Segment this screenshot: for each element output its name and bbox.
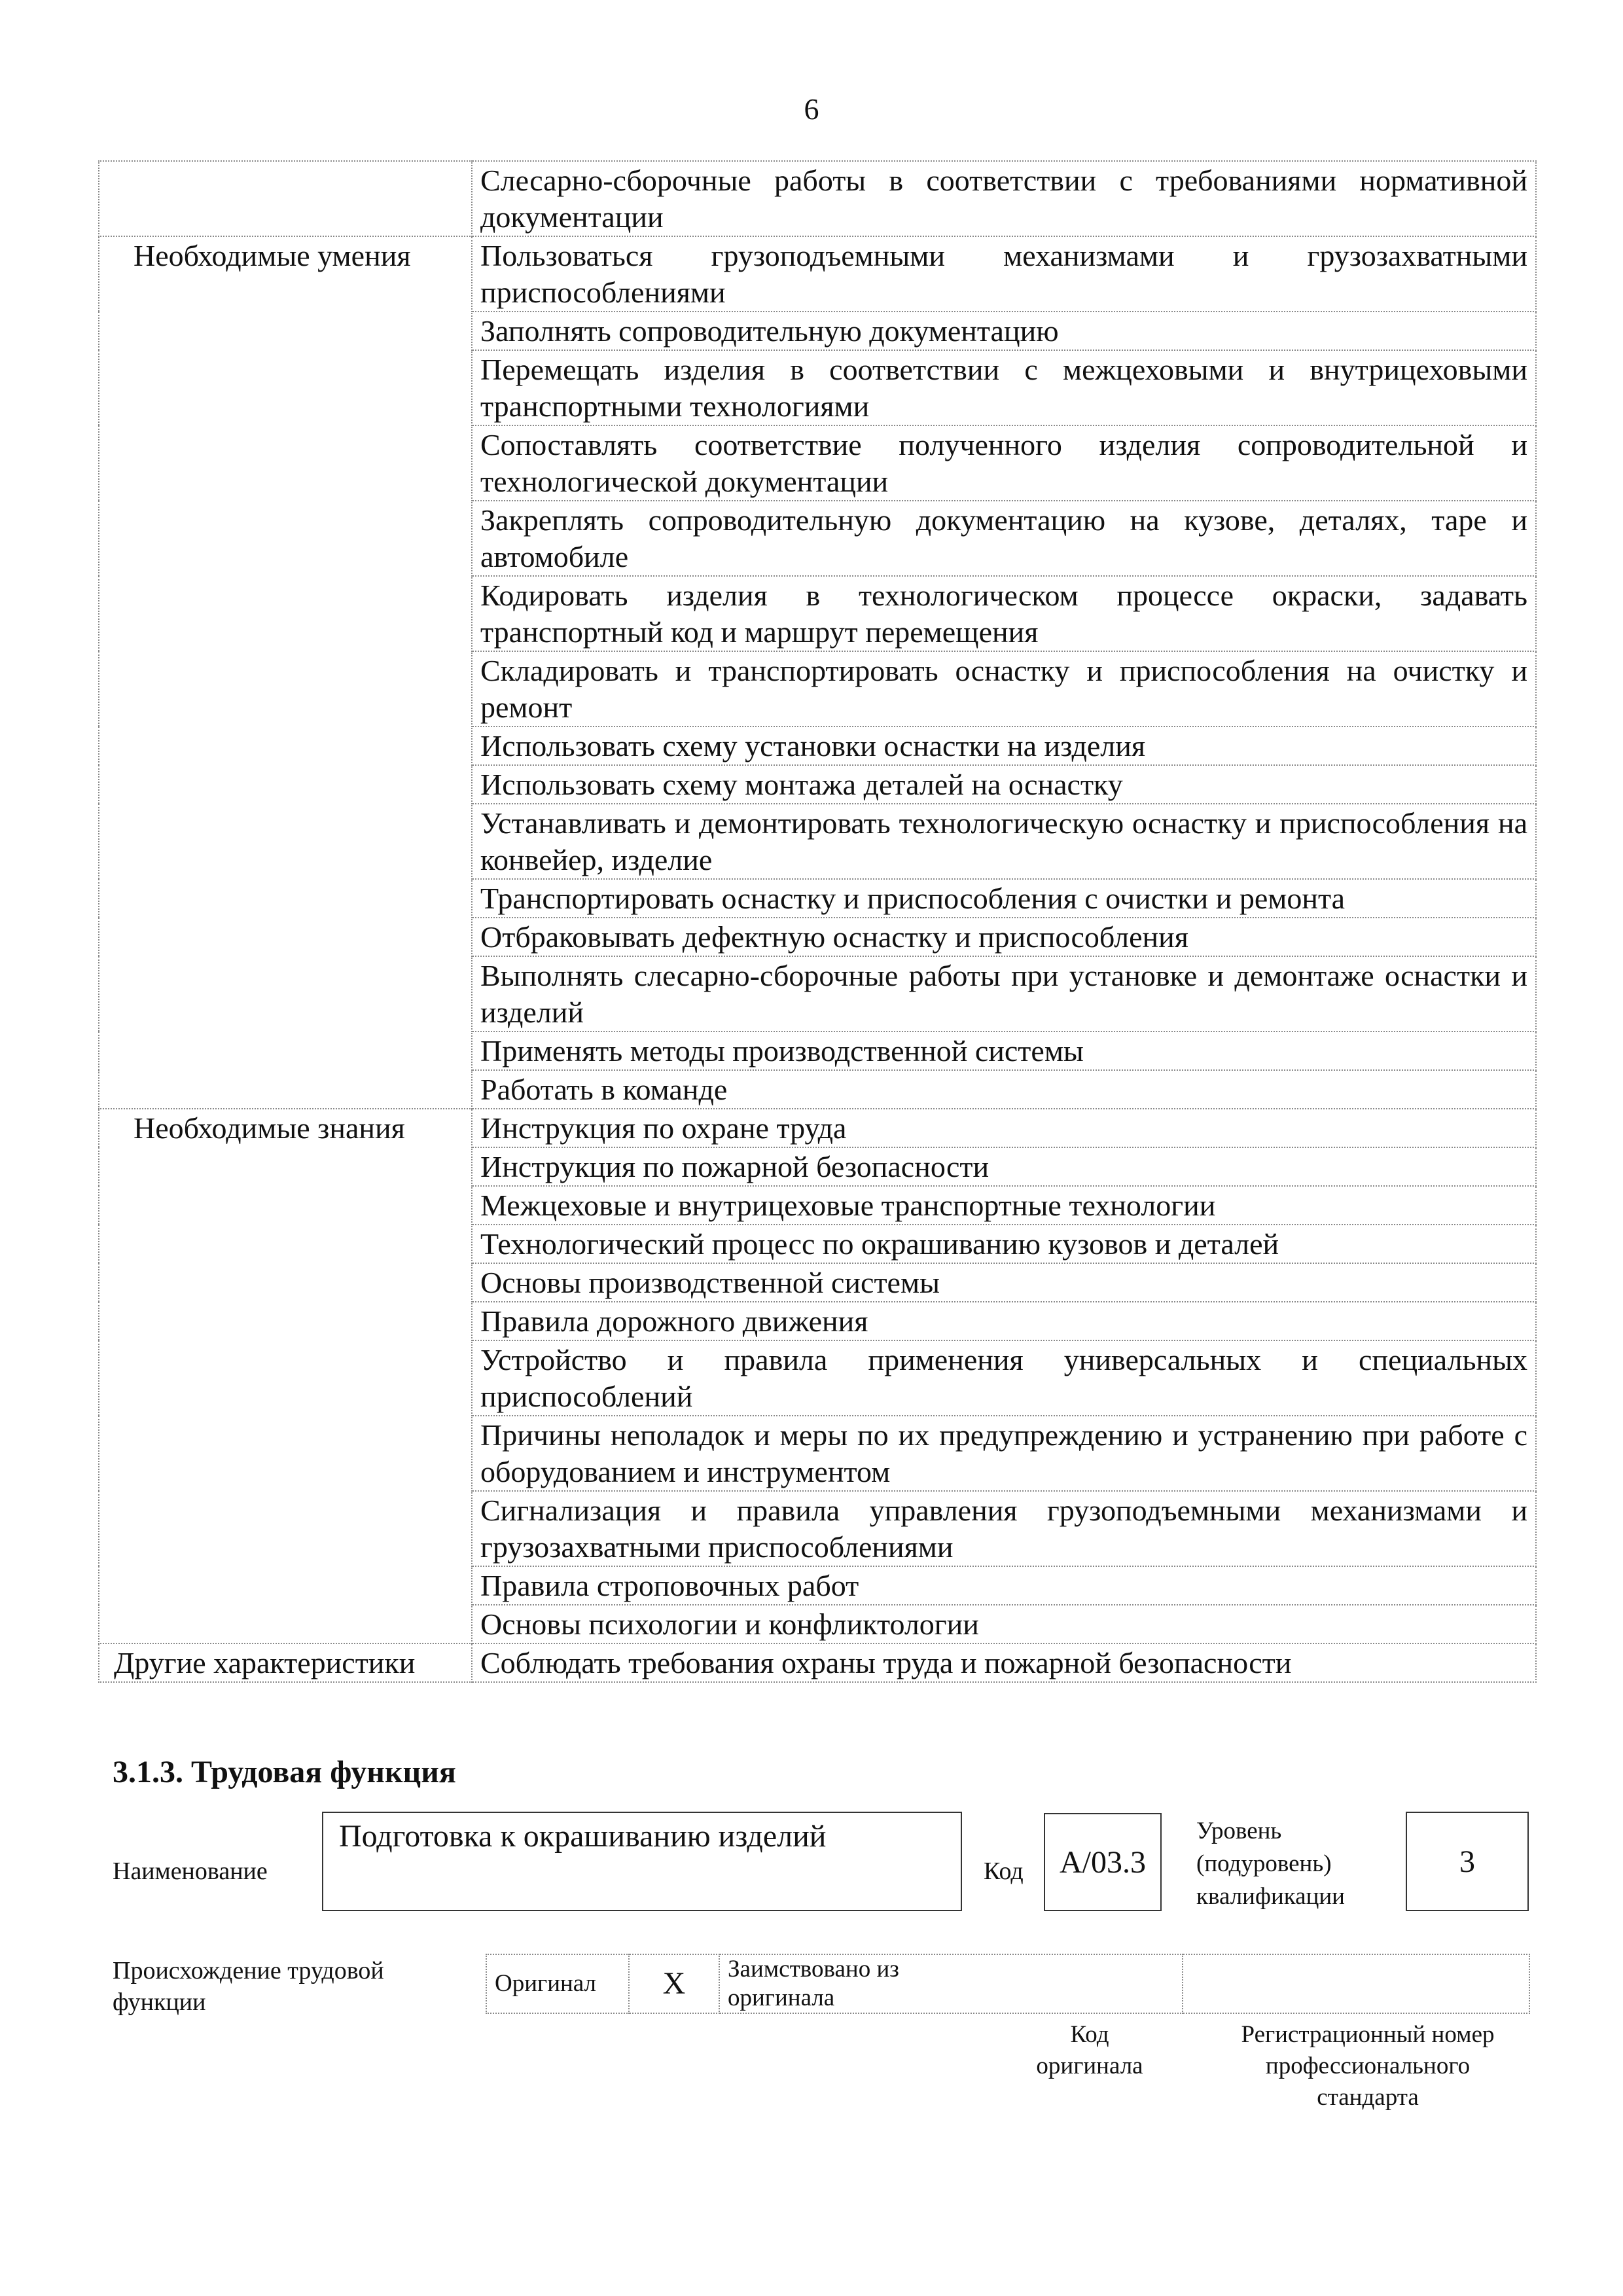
reg-number-line-1: Регистрационный номер <box>1241 2021 1495 2048</box>
code-original-line-2: оригинала <box>1036 2053 1143 2079</box>
code-label: Код <box>984 1857 1024 1885</box>
original-label: Оригинал <box>486 1954 629 2013</box>
knowledge-item: Межцеховые и внутрицеховые транспортные технологии <box>472 1186 1536 1225</box>
reg-number-caption <box>1185 2019 1551 2113</box>
other-label: Другие характеристики <box>99 1643 472 1682</box>
knowledge-row <box>99 1109 1536 1147</box>
origin-label-line-1: Происхождение трудовой <box>113 1957 384 1984</box>
original-mark: X <box>629 1954 719 2013</box>
other-value: Соблюдать требования охраны труда и пожарной безопасности <box>472 1643 1536 1682</box>
qualification-level-box: 3 <box>1406 1812 1529 1911</box>
skills-item: Применять методы производственной системы <box>472 1031 1536 1070</box>
knowledge-item: Инструкция по охране труда <box>472 1109 1536 1147</box>
skills-label: Необходимые умения <box>99 236 472 1109</box>
skills-item: Пользоваться грузоподъемными механизмами и грузозахватными приспособлениями <box>472 236 1536 312</box>
reg-number-line-3: стандарта <box>1317 2084 1419 2111</box>
origin-label-line-2: функции <box>113 1988 206 2016</box>
continued-row <box>99 161 1536 236</box>
skills-item: Сопоставлять соответствие полученного изделия сопроводительной и технологической документации <box>472 425 1536 501</box>
skills-item: Использовать схему установки оснастки на изделия <box>472 726 1536 765</box>
skills-item: Выполнять слесарно-сборочные работы при установке и демонтаже оснастки и изделий <box>472 956 1536 1031</box>
skills-item: Устанавливать и демонтировать технологическую оснастку и приспособления на конвейер, изделие <box>472 804 1536 879</box>
borrowed-label-line-1: Заимствовано из <box>728 1956 899 1982</box>
skills-item: Закреплять сопроводительную документацию на кузове, деталях, таре и автомобиле <box>472 501 1536 576</box>
skills-item: Перемещать изделия в соответствии с межцеховыми и внутрицеховыми транспортными технологиями <box>472 350 1536 425</box>
skills-item: Отбраковывать дефектную оснастку и приспособления <box>472 918 1536 956</box>
skills-item: Складировать и транспортировать оснастку и приспособления на очистку и ремонт <box>472 651 1536 726</box>
function-name-box: Подготовка к окрашиванию изделий <box>322 1812 962 1911</box>
continued-label <box>99 161 472 236</box>
knowledge-item: Правила строповочных работ <box>472 1566 1536 1605</box>
reg-number-line-2: профессионального <box>1265 2053 1471 2079</box>
borrowed-cell <box>719 1954 1183 2013</box>
origin-table <box>486 1954 1530 2014</box>
knowledge-item: Сигнализация и правила управления грузоподъемными механизмами и грузозахватными приспособлениями <box>472 1491 1536 1566</box>
skills-item: Работать в команде <box>472 1070 1536 1109</box>
skills-item: Транспортировать оснастку и приспособления с очистки и ремонта <box>472 879 1536 918</box>
skills-item: Использовать схему монтажа деталей на оснастку <box>472 765 1536 804</box>
knowledge-item: Устройство и правила применения универсальных и специальных приспособлений <box>472 1340 1536 1416</box>
requirements-table <box>98 160 1537 1683</box>
level-label-line-2: (подуровень) <box>1196 1850 1332 1877</box>
skills-item: Кодировать изделия в технологическом процессе окраски, задавать транспортный код и маршрут перемещения <box>472 576 1536 651</box>
knowledge-label: Необходимые знания <box>99 1109 472 1643</box>
knowledge-item: Инструкция по пожарной безопасности <box>472 1147 1536 1186</box>
knowledge-item: Технологический процесс по окрашиванию кузовов и деталей <box>472 1225 1536 1263</box>
knowledge-item: Правила дорожного движения <box>472 1302 1536 1340</box>
page-number: 6 <box>804 92 819 126</box>
level-label-line-3: квалификации <box>1196 1883 1345 1910</box>
knowledge-item: Основы психологии и конфликтологии <box>472 1605 1536 1643</box>
skills-item: Заполнять сопроводительную документацию <box>472 312 1536 350</box>
code-original-caption <box>991 2019 1188 2082</box>
section-title: 3.1.3. Трудовая функция <box>113 1755 456 1789</box>
continued-item: Слесарно-сборочные работы в соответствии с требованиями нормативной документации <box>472 161 1536 236</box>
other-row <box>99 1643 1536 1682</box>
knowledge-item: Основы производственной системы <box>472 1263 1536 1302</box>
skills-row <box>99 236 1536 312</box>
name-label: Наименование <box>113 1857 268 1885</box>
borrowed-label-line-2: оригинала <box>728 1984 835 2011</box>
code-original-line-1: Код <box>1070 2021 1109 2048</box>
function-code-box: А/03.3 <box>1044 1813 1162 1911</box>
level-label-line-1: Уровень <box>1196 1818 1282 1844</box>
knowledge-item: Причины неполадок и меры по их предупреждению и устранению при работе с оборудованием и инструментом <box>472 1416 1536 1491</box>
reg-number-cell <box>1183 1954 1529 2013</box>
